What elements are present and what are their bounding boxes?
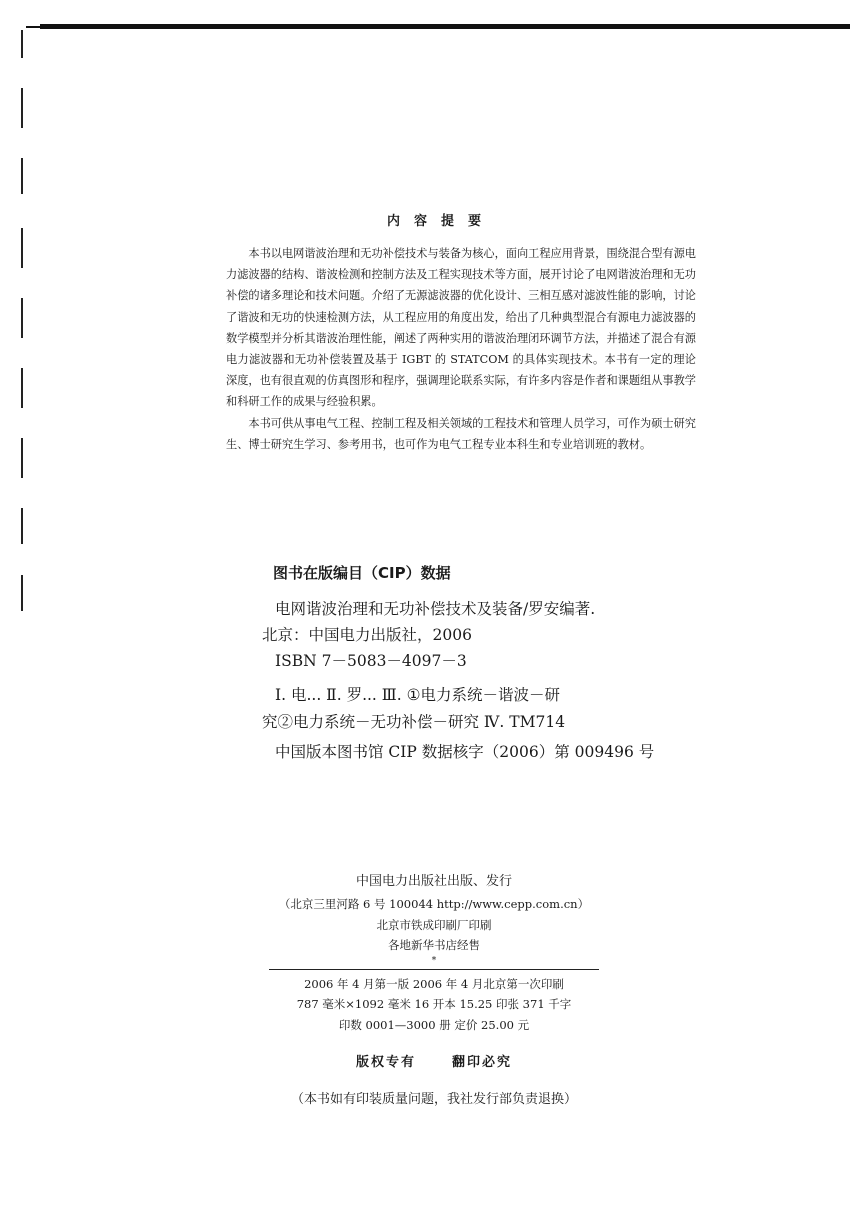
abstract-paragraph: 本书可供从事电气工程、控制工程及相关领域的工程技术和管理人员学习，可作为硕士研究生、博士研究生学习、参考用书，也可作为电气工程专业本科生和专业培训班的教材。 [226,416,696,451]
scan-edge-mark [21,575,23,611]
cip-line: 究②电力系统－无功补偿－研究 Ⅳ. TM714 [262,713,566,731]
cip-title: 图书在版编目（CIP）数据 [273,564,451,582]
cip-line: 电网谐波治理和无功补偿技术及装备/罗安编著. [275,600,596,618]
format-line: 787 毫米×1092 毫米 16 开本 15.25 印张 371 千字 [296,997,572,1011]
edition-line: 2006 年 4 月第一版 2006 年 4 月北京第一次印刷 [304,976,564,991]
scan-edge-mark [21,228,23,268]
printer-line: 北京市铁成印刷厂印刷 [376,917,492,932]
abstract-paragraph: 本书以电网谐波治理和无功补偿技术与装备为核心，面向工程应用背景，围绕混合型有源电力滤波器的结构、谐波检测和控制方法及工程实现技术等方面，展开讨论了电网谐波治理和无功补偿的诸多理论和技术问题。介绍了无源滤波器的优化设计、三相互感对滤波性能的影响，讨论了谐波和无功的快速检测方法，从工程应用的角度出发，给出了几种典型混合有源电力滤波器的数学模型并分析其谐波治理性能，阐述了两种实用的谐波治理闭环调节方法，并描述了混合有源电力滤波器和无功补偿装置及基于 IGBT 的 STATCOM 的具体实现技术。本书有一定的理论深度，也有很直观的仿真图形和程序，强调理论联系实际，有许多内容是作者和课题组从事教学和科研工作的成果与经验积累。 [226,247,696,409]
cip-line: 北京：中国电力出版社，2006 [262,626,472,644]
cip-line: Ⅰ. 电... Ⅱ. 罗... Ⅲ. ①电力系统－谐波－研 [275,686,560,704]
abstract-title: 内容提要 [386,214,495,229]
scan-edge-mark [21,158,23,194]
scan-edge-mark [21,368,23,408]
top-rule [40,24,850,29]
publisher-line: 中国电力出版社出版、发行 [355,874,512,889]
scan-edge-mark [21,88,23,128]
separator-star: * [431,955,437,966]
scan-edge-mark [21,298,23,338]
top-rule-left [26,26,40,28]
abstract-body [226,243,696,455]
copyright-left: 版权专有 [355,1055,416,1070]
scan-edge-mark [21,30,23,58]
print-run-line: 印数 0001—3000 册 定价 25.00 元 [338,1017,530,1032]
quality-notice: （本书如有印装质量问题，我社发行部负责退换） [290,1092,577,1107]
address-line: （北京三里河路 6 号 100044 http://www.cepp.com.cn） [278,897,590,911]
copyright-line [0,1051,868,1070]
copyright-right: 翻印必究 [452,1055,513,1070]
separator-rule [269,969,599,970]
scan-edge-mark [21,438,23,478]
distributor-line: 各地新华书店经售 [388,938,480,952]
scan-edge-mark [21,508,23,544]
cip-line: 中国版本图书馆 CIP 数据核字（2006）第 009496 号 [275,743,655,761]
publication-info [0,870,868,1107]
cip-line: ISBN 7－5083－4097－3 [275,652,467,670]
